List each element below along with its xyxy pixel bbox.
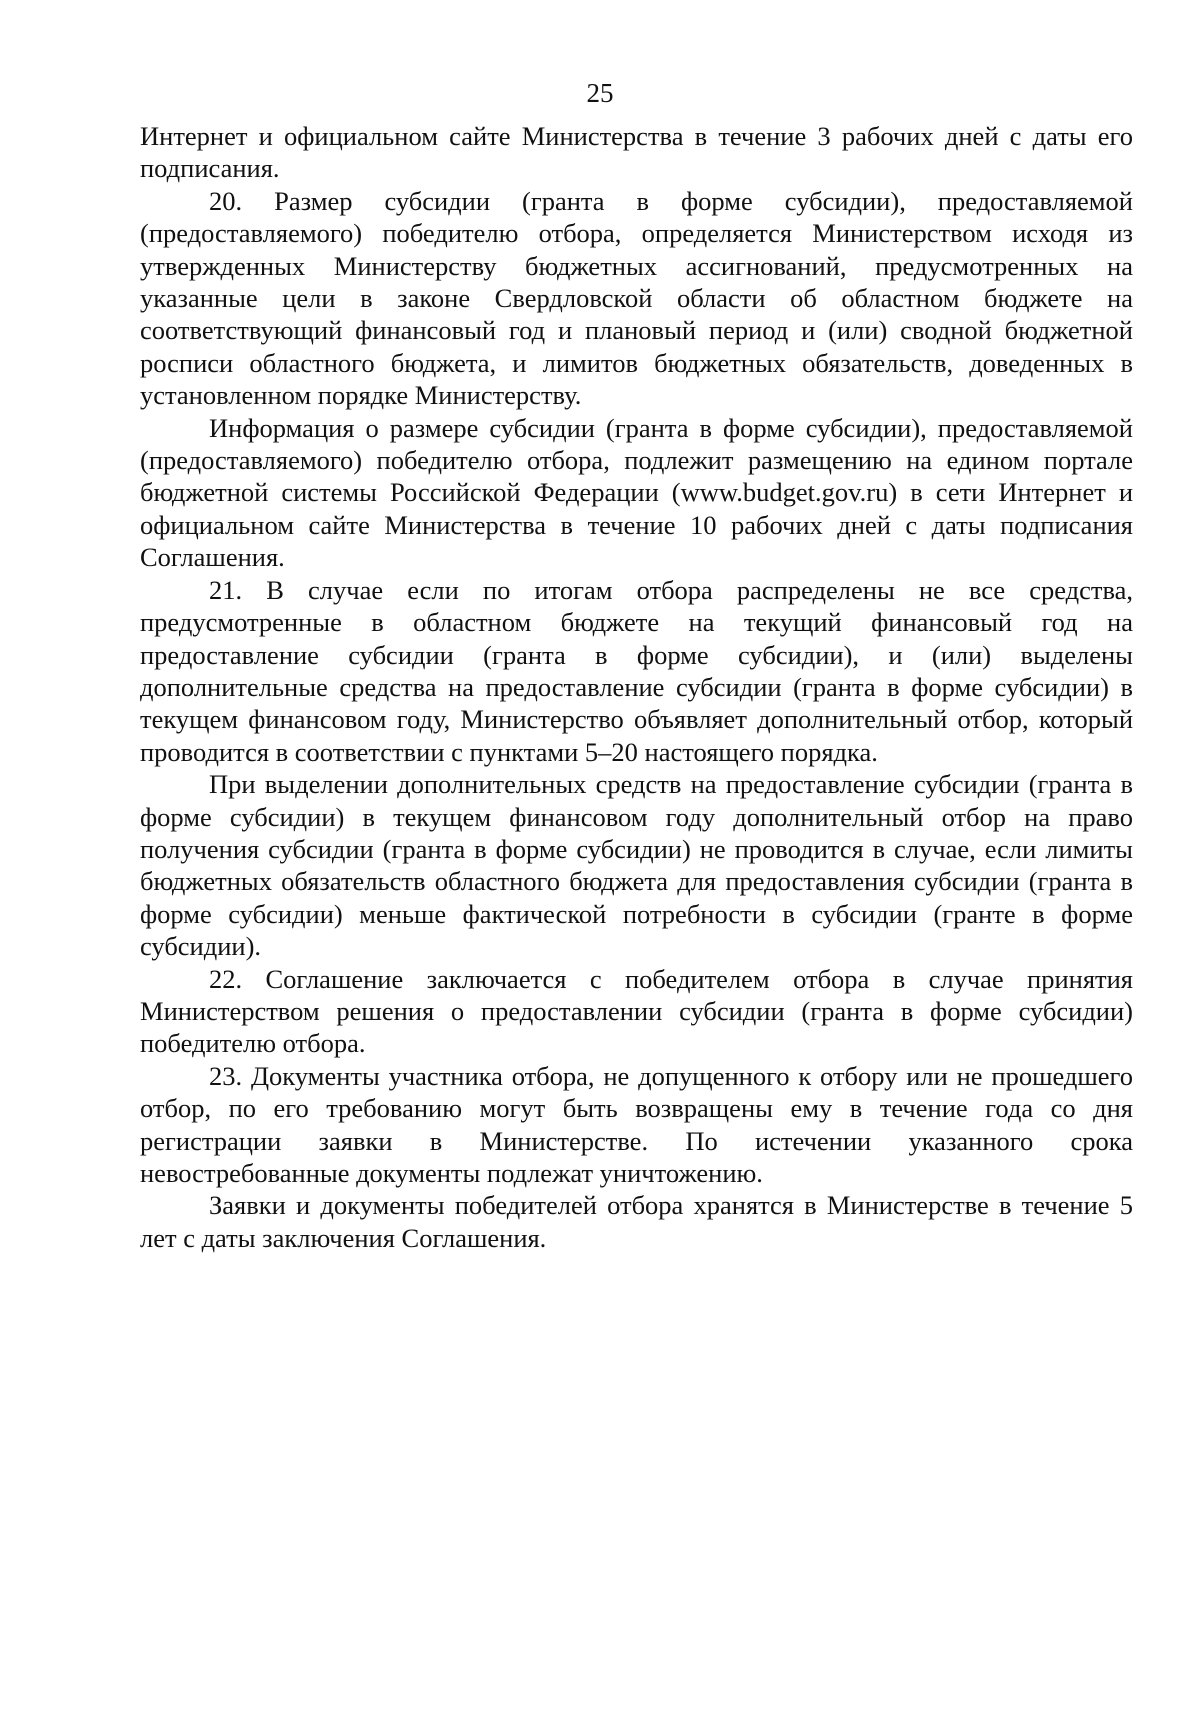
page-number: 25: [586, 78, 614, 108]
paragraph-storage: Заявки и документы победителей отбора хранятся в Министерстве в течение 5 лет с даты заключения Соглашения.: [140, 1190, 1133, 1253]
paragraph-continuation: Интернет и официальном сайте Министерства в течение 3 рабочих дней с даты его подписания.: [140, 121, 1133, 184]
paragraph-item-23: 23. Документы участника отбора, не допущенного к отбору или не прошедшего отбор, по его требованию могут быть возвращены ему в течение года со дня регистрации заявки в Министерстве. По истечении указанного срока невостребованные документы подлежат уничтожению.: [140, 1060, 1133, 1188]
paragraph-item-20: 20. Размер субсидии (гранта в форме субсидии), предоставляемой (предоставляемого) победителю отбора, определяется Министерством исходя из утвержденных Министерству бюджетных ассигнований, предусмотренных на указанные цели в законе Свердловской области об областном бюджете на соответствующий финансовый год и плановый период и (или) сводной бюджетной росписи областного бюджета, и лимитов бюджетных обязательств, доведенных в установленном порядке Министерству.: [140, 185, 1133, 411]
paragraph-subsidy-info: Информация о размере субсидии (гранта в форме субсидии), предоставляемой (предоставляемого) победителю отбора, подлежит размещению на едином портале бюджетной системы Российской Федерации (www.budget.gov.ru) в сети Интернет и официальном сайте Министерства в течение 10 рабочих дней с даты подписания Соглашения.: [140, 412, 1133, 573]
paragraph-item-21: 21. В случае если по итогам отбора распределены не все средства, предусмотренные в областном бюджете на текущий финансовый год на предоставление субсидии (гранта в форме субсидии), и (или) выделены дополнительные средства на предоставление субсидии (гранта в форме субсидии) в текущем финансовом году, Министерство объявляет дополнительный отбор, который проводится в соответствии с пунктами 5–20 настоящего порядка.: [140, 574, 1133, 767]
document-body: [140, 120, 1133, 1254]
paragraph-additional-funds: При выделении дополнительных средств на предоставление субсидии (гранта в форме субсидии) в текущем финансовом году дополнительный отбор на право получения субсидии (гранта в форме субсидии) не проводится в случае, если лимиты бюджетных обязательств областного бюджета для предоставления субсидии (гранта в форме субсидии) меньше фактической потребности в субсидии (гранте в форме субсидии).: [140, 769, 1133, 962]
paragraph-item-22: 22. Соглашение заключается с победителем отбора в случае принятия Министерством решения о предоставлении субсидии (гранта в форме субсидии) победителю отбора.: [140, 963, 1133, 1059]
